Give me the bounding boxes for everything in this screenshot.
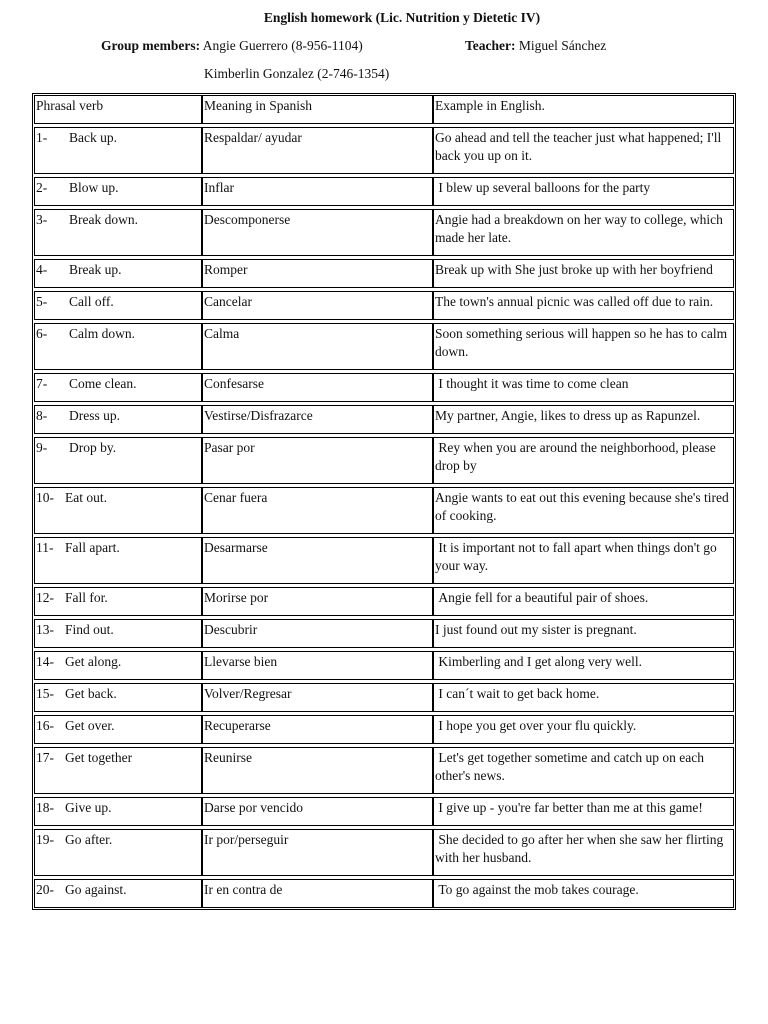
- phrasal-verb: Calm down.: [69, 326, 135, 341]
- phrasal-verb: Dress up.: [69, 408, 120, 423]
- meaning-cell: Volver/Regresar: [202, 683, 433, 712]
- row-number: 10-: [36, 490, 54, 505]
- meaning-cell: Ir en contra de: [202, 879, 433, 908]
- phrasal-verb-cell: [34, 405, 202, 434]
- example-cell: To go against the mob takes courage.: [433, 879, 734, 908]
- phrasal-verb-cell: [34, 587, 202, 616]
- example-cell: The town's annual picnic was called off due to rain.: [433, 291, 734, 320]
- group-member-1: Angie Guerrero (8-956-1104): [202, 38, 363, 53]
- group-members-line: [101, 38, 363, 54]
- phrasal-verb-cell: [34, 715, 202, 744]
- phrasal-verb-cell: [34, 487, 202, 534]
- group-members-label: Group members:: [101, 38, 201, 53]
- meaning-cell: Vestirse/Disfrazarce: [202, 405, 433, 434]
- phrasal-verb: Call off.: [69, 294, 114, 309]
- meaning-cell: Pasar por: [202, 437, 433, 484]
- table-row: [34, 209, 734, 256]
- meaning-cell: Desarmarse: [202, 537, 433, 584]
- meaning-cell: Llevarse bien: [202, 651, 433, 680]
- phrasal-verb-table-frame: [32, 93, 736, 910]
- group-member-2: Kimberlin Gonzalez (2-746-1354): [204, 66, 390, 81]
- phrasal-verb: Fall for.: [65, 590, 108, 605]
- row-number: 16-: [36, 718, 54, 733]
- table-row: [34, 651, 734, 680]
- phrasal-verb: Get together: [65, 750, 133, 765]
- example-cell: Angie wants to eat out this evening because she's tired of cooking.: [433, 487, 734, 534]
- row-number: 8-: [36, 408, 48, 423]
- table-row: [34, 829, 734, 876]
- phrasal-verb: Fall apart.: [65, 540, 120, 555]
- meaning-cell: Cancelar: [202, 291, 433, 320]
- row-number: 19-: [36, 832, 54, 847]
- example-cell: Rey when you are around the neighborhood, please drop by: [433, 437, 734, 484]
- table-row: [34, 715, 734, 744]
- meaning-cell: Morirse por: [202, 587, 433, 616]
- meaning-cell: Descubrir: [202, 619, 433, 648]
- meaning-cell: Darse por vencido: [202, 797, 433, 826]
- row-number: 12-: [36, 590, 54, 605]
- table-row: [34, 373, 734, 402]
- row-number: 15-: [36, 686, 54, 701]
- phrasal-verb-cell: [34, 683, 202, 712]
- phrasal-verb-cell: [34, 323, 202, 370]
- table-row: [34, 127, 734, 174]
- phrasal-verb-cell: [34, 829, 202, 876]
- meaning-cell: Romper: [202, 259, 433, 288]
- meaning-cell: Recuperarse: [202, 715, 433, 744]
- example-cell: Break up with She just broke up with her boyfriend: [433, 259, 734, 288]
- example-cell: She decided to go after her when she saw her flirting with her husband.: [433, 829, 734, 876]
- meaning-cell: Ir por/perseguir: [202, 829, 433, 876]
- row-number: 9-: [36, 440, 48, 455]
- column-header-example: Example in English.: [433, 95, 734, 124]
- phrasal-verb-cell: [34, 373, 202, 402]
- example-cell: I blew up several balloons for the party: [433, 177, 734, 206]
- row-number: 18-: [36, 800, 54, 815]
- row-number: 3-: [36, 212, 48, 227]
- example-cell: I hope you get over your flu quickly.: [433, 715, 734, 744]
- example-cell: I give up - you're far better than me at this game!: [433, 797, 734, 826]
- table-row: [34, 291, 734, 320]
- row-number: 1-: [36, 130, 48, 145]
- phrasal-verb: Get back.: [65, 686, 117, 701]
- example-cell: Kimberling and I get along very well.: [433, 651, 734, 680]
- example-cell: I thought it was time to come clean: [433, 373, 734, 402]
- phrasal-verb: Give up.: [65, 800, 112, 815]
- table-header-row: [34, 95, 734, 124]
- phrasal-verb: Go against.: [65, 882, 127, 897]
- phrasal-verb: Find out.: [65, 622, 114, 637]
- meaning-cell: Cenar fuera: [202, 487, 433, 534]
- phrasal-verb: Go after.: [65, 832, 113, 847]
- meaning-cell: Reunirse: [202, 747, 433, 794]
- phrasal-verb: Eat out.: [65, 490, 107, 505]
- teacher-name: Miguel Sánchez: [518, 38, 607, 53]
- document-title: English homework (Lic. Nutrition y Dietetic IV): [263, 10, 541, 25]
- phrasal-verb-cell: [34, 437, 202, 484]
- table-row: [34, 437, 734, 484]
- phrasal-verb-cell: [34, 177, 202, 206]
- phrasal-verb: Break down.: [69, 212, 138, 227]
- example-cell: Let's get together sometime and catch up on each other's news.: [433, 747, 734, 794]
- table-row: [34, 587, 734, 616]
- row-number: 4-: [36, 262, 48, 277]
- phrasal-verb-cell: [34, 127, 202, 174]
- meaning-cell: Confesarse: [202, 373, 433, 402]
- teacher-label: Teacher:: [465, 38, 516, 53]
- phrasal-verb: Drop by.: [69, 440, 117, 455]
- phrasal-verb-cell: [34, 291, 202, 320]
- row-number: 2-: [36, 180, 48, 195]
- phrasal-verb: Get over.: [65, 718, 115, 733]
- row-number: 6-: [36, 326, 48, 341]
- row-number: 11-: [36, 540, 54, 555]
- phrasal-verb-cell: [34, 619, 202, 648]
- example-cell: I just found out my sister is pregnant.: [433, 619, 734, 648]
- example-cell: Angie fell for a beautiful pair of shoes.: [433, 587, 734, 616]
- table-row: [34, 259, 734, 288]
- meaning-cell: Calma: [202, 323, 433, 370]
- row-number: 14-: [36, 654, 54, 669]
- phrasal-verb-cell: [34, 259, 202, 288]
- phrasal-verb: Come clean.: [69, 376, 137, 391]
- table-row: [34, 323, 734, 370]
- table-row: [34, 879, 734, 908]
- table-row: [34, 747, 734, 794]
- column-header-phrasal-verb: Phrasal verb: [34, 95, 202, 124]
- row-number: 13-: [36, 622, 54, 637]
- example-cell: Soon something serious will happen so he has to calm down.: [433, 323, 734, 370]
- column-header-meaning: Meaning in Spanish: [202, 95, 433, 124]
- phrasal-verb-cell: [34, 209, 202, 256]
- table-row: [34, 487, 734, 534]
- meaning-cell: Respaldar/ ayudar: [202, 127, 433, 174]
- table-row: [34, 797, 734, 826]
- phrasal-verb-table: [34, 92, 734, 911]
- table-row: [34, 619, 734, 648]
- phrasal-verb-cell: [34, 651, 202, 680]
- example-cell: Go ahead and tell the teacher just what happened; I'll back you up on it.: [433, 127, 734, 174]
- table-row: [34, 405, 734, 434]
- row-number: 7-: [36, 376, 48, 391]
- teacher-line: [465, 38, 606, 54]
- example-cell: I can´t wait to get back home.: [433, 683, 734, 712]
- table-row: [34, 683, 734, 712]
- phrasal-verb: Back up.: [69, 130, 117, 145]
- example-cell: It is important not to fall apart when things don't go your way.: [433, 537, 734, 584]
- phrasal-verb-cell: [34, 537, 202, 584]
- phrasal-verb: Get along.: [65, 654, 122, 669]
- phrasal-verb-cell: [34, 797, 202, 826]
- phrasal-verb-cell: [34, 879, 202, 908]
- row-number: 17-: [36, 750, 54, 765]
- example-cell: Angie had a breakdown on her way to college, which made her late.: [433, 209, 734, 256]
- row-number: 5-: [36, 294, 48, 309]
- meaning-cell: Descomponerse: [202, 209, 433, 256]
- example-cell: My partner, Angie, likes to dress up as Rapunzel.: [433, 405, 734, 434]
- meaning-cell: Inflar: [202, 177, 433, 206]
- phrasal-verb-cell: [34, 747, 202, 794]
- table-row: [34, 177, 734, 206]
- phrasal-verb: Blow up.: [69, 180, 119, 195]
- row-number: 20-: [36, 882, 54, 897]
- phrasal-verb: Break up.: [69, 262, 122, 277]
- table-row: [34, 537, 734, 584]
